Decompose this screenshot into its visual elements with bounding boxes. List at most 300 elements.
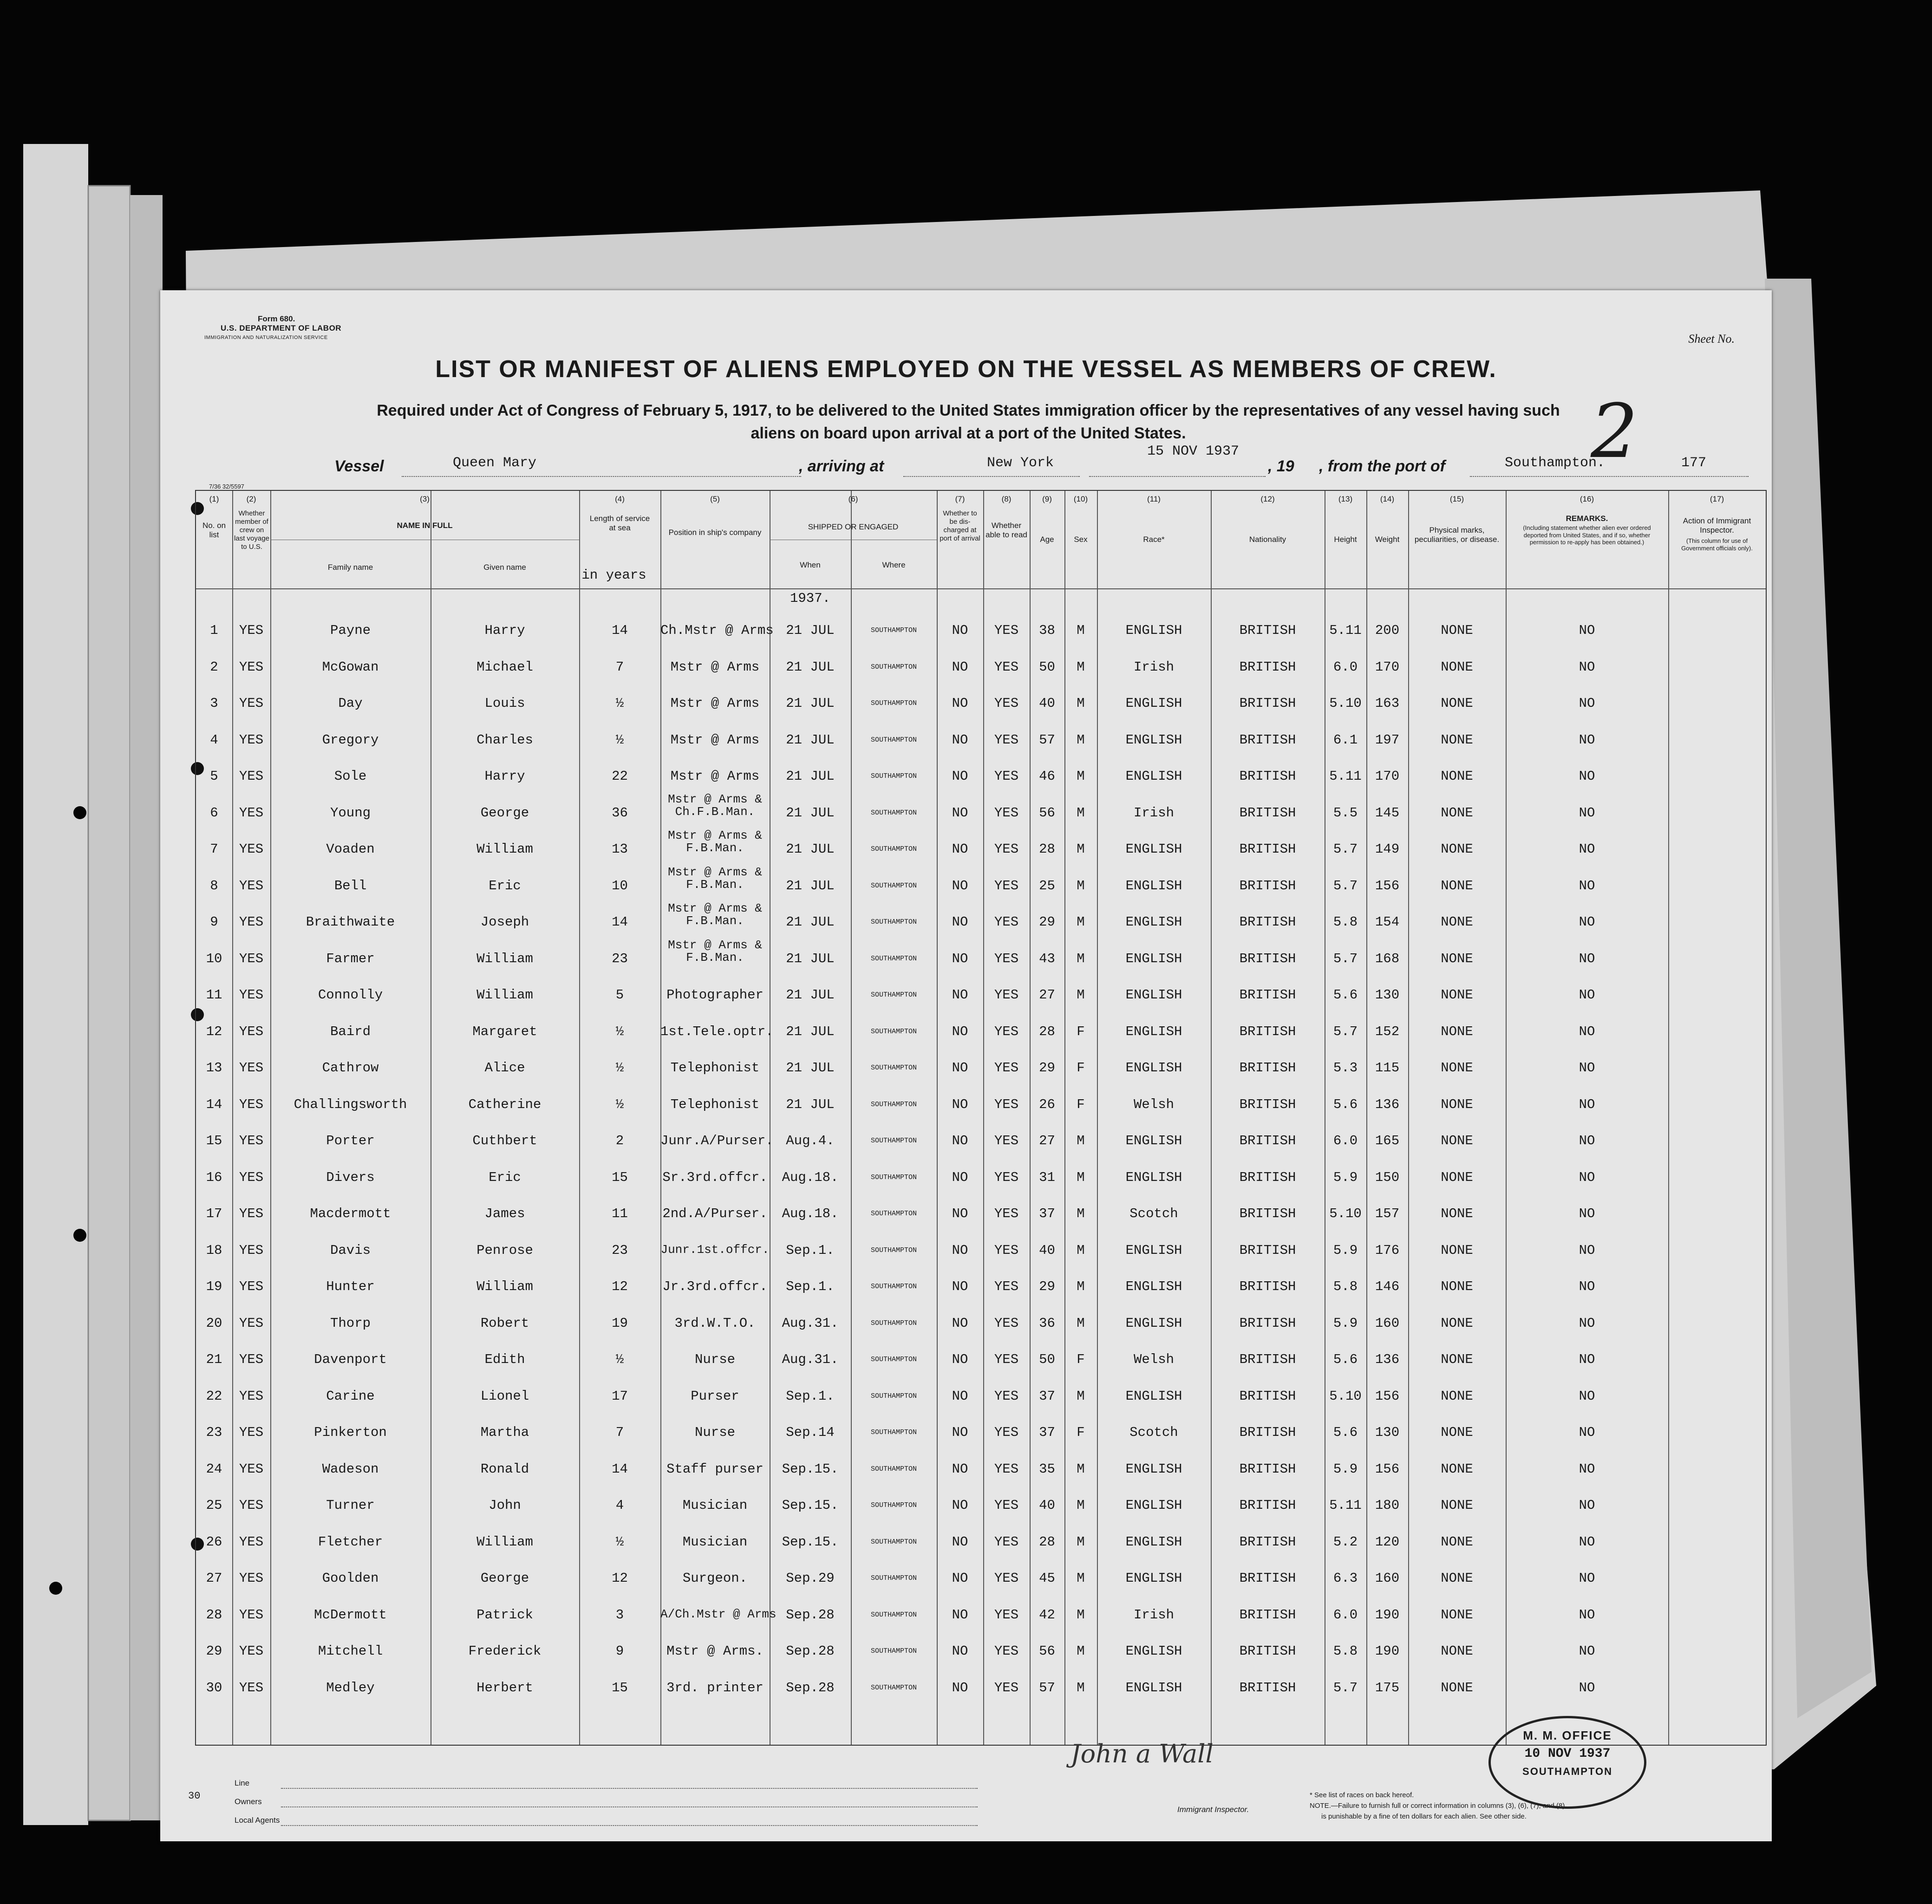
cell-no: 14 [206,1096,222,1112]
cell-given: William [476,951,533,966]
cell-physical: NONE [1441,1279,1473,1294]
cell-physical: NONE [1441,1607,1473,1623]
cell-no: 26 [206,1534,222,1550]
cell-height: 5.9 [1333,1169,1358,1185]
cell-when: Sep.15. [782,1498,839,1513]
cell-service: 15 [612,1169,628,1185]
cell-position: Mstr @ Arms & F.B.Man. [668,828,762,855]
cell-family: Davenport [314,1352,387,1367]
cell-sex: F [1077,1096,1085,1112]
cell-given: Michael [476,659,533,675]
cell-service: 3 [615,1607,624,1623]
cell-discharged: NO [952,1534,968,1550]
col-num-17: (17) [1710,495,1724,503]
cell-remarks: NO [1579,732,1595,748]
cell-physical: NONE [1441,1498,1473,1513]
header-race: Race* [1143,535,1165,544]
cell-family: Mitchell [318,1643,383,1659]
cell-no: 5 [210,769,218,784]
cell-when: Sep.15. [782,1461,839,1477]
header-family-name: Family name [327,563,373,572]
cell-when: Sep.1. [786,1388,835,1404]
cell-position: Mstr @ Arms [670,732,760,748]
header-position: Position in ship's company [668,528,762,537]
cell-position: Mstr @ Arms [670,696,760,711]
cell-nationality: BRITISH [1239,1279,1296,1294]
cell-where: SOUTHAMPTON [870,1100,917,1108]
local-agents-label: Local Agents [235,1816,280,1825]
cell-given: Robert [480,1315,529,1331]
cell-no: 2 [210,659,218,675]
cell-no: 24 [206,1461,222,1477]
cell-physical: NONE [1441,623,1473,638]
cell-where: SOUTHAMPTON [870,1027,917,1036]
cell-age: 37 [1039,1425,1055,1440]
cell-weight: 170 [1375,769,1400,784]
cell-read: YES [994,1279,1019,1294]
cell-crew: YES [239,1425,264,1440]
cell-service: ½ [615,1096,624,1112]
cell-age: 57 [1039,1680,1055,1695]
cell-race: ENGLISH [1125,1060,1182,1076]
cell-given: Martha [480,1425,529,1440]
cell-where: SOUTHAMPTON [870,1319,917,1327]
cell-nationality: BRITISH [1239,1206,1296,1221]
cell-where: SOUTHAMPTON [870,1356,917,1363]
cell-weight: 115 [1375,1060,1400,1076]
cell-when: 21 JUL [786,769,835,784]
cell-nationality: BRITISH [1239,1242,1296,1258]
cell-crew: YES [239,623,264,638]
table-row [196,1628,1766,1664]
header-remarks-note: (Including statement whether alien ever ordered deported from United States, and if so, whether permission to re-apply has been obtained.) [1523,524,1651,546]
cell-age: 45 [1039,1571,1055,1586]
year-label: , 19 [1268,457,1294,475]
cell-sex: M [1077,1571,1085,1586]
cell-physical: NONE [1441,1169,1473,1185]
cell-where: SOUTHAMPTON [870,1173,917,1181]
col-num-1: (1) [209,495,219,503]
cell-where: SOUTHAMPTON [870,1137,917,1145]
cell-read: YES [994,1206,1019,1221]
cell-age: 29 [1039,914,1055,930]
cell-position: Mstr @ Arms [670,769,760,784]
cell-family: Payne [330,623,371,638]
cell-position: Telephonist [670,1096,760,1112]
cell-remarks: NO [1579,1534,1595,1550]
cell-read: YES [994,1352,1019,1367]
cell-race: Scotch [1129,1425,1178,1440]
cell-remarks: NO [1579,1096,1595,1112]
cell-weight: 180 [1375,1498,1400,1513]
cell-position: 1st.Tele.optr. [660,1024,774,1039]
cell-nationality: BRITISH [1239,951,1296,966]
cell-service: 23 [612,951,628,966]
table-row [196,1591,1766,1628]
cell-race: ENGLISH [1125,1680,1182,1695]
vessel-name: Queen Mary [453,455,537,471]
cell-remarks: NO [1579,659,1595,675]
col-num-10: (10) [1073,495,1088,503]
cell-weight: 150 [1375,1169,1400,1185]
table-row [196,1227,1766,1263]
cell-remarks: NO [1579,1498,1595,1513]
cell-sex: M [1077,805,1085,821]
cell-family: Bell [334,878,367,893]
table-row [196,1081,1766,1117]
cell-family: Macdermott [310,1206,391,1221]
table-row [196,899,1766,935]
cell-where: SOUTHAMPTON [870,1246,917,1254]
inspector-label: Immigrant Inspector. [1177,1805,1249,1814]
cell-where: SOUTHAMPTON [870,1647,917,1655]
cell-weight: 146 [1375,1279,1400,1294]
page-title: LIST OR MANIFEST OF ALIENS EMPLOYED ON THE VESSEL AS MEMBERS OF CREW. [435,356,1497,383]
cell-sex: F [1077,1352,1085,1367]
cell-physical: NONE [1441,878,1473,893]
cell-read: YES [994,1024,1019,1039]
cell-nationality: BRITISH [1239,732,1296,748]
inspector-signature: John a Wall [1070,1739,1214,1768]
note-line-2: is punishable by a fine of ten dollars for each alien. See other side. [1321,1813,1527,1820]
table-row [196,1117,1766,1154]
cell-where: SOUTHAMPTON [870,699,917,707]
table-row [196,972,1766,1008]
cell-service: 22 [612,769,628,784]
col-num-7: (7) [955,495,965,503]
cell-age: 25 [1039,878,1055,893]
cell-service: 12 [612,1571,628,1586]
cell-when: Sep.28 [786,1680,835,1695]
cell-remarks: NO [1579,1169,1595,1185]
header-in-years: in years [581,567,646,583]
col-num-4: (4) [615,495,625,503]
header-given-name: Given name [483,563,526,572]
cell-crew: YES [239,987,264,1003]
cell-service: 23 [612,1242,628,1258]
cell-crew: YES [239,1388,264,1404]
cell-no: 9 [210,914,218,930]
table-row [196,1555,1766,1591]
cell-age: 57 [1039,732,1055,748]
cell-height: 5.5 [1333,805,1358,821]
cell-when: 21 JUL [786,1024,835,1039]
header-remarks: REMARKS. [1566,514,1608,523]
cell-race: ENGLISH [1125,732,1182,748]
cell-when: Sep.14 [786,1425,835,1440]
cell-family: Divers [326,1169,375,1185]
cell-weight: 168 [1375,951,1400,966]
header-physical-marks: Physical marks, peculiarities, or disease. [1414,526,1500,544]
header-age: Age [1040,535,1054,544]
cell-position: 2nd.A/Purser. [662,1206,768,1221]
cell-where: SOUTHAMPTON [870,1064,917,1072]
cell-height: 5.6 [1333,987,1358,1003]
cell-race: ENGLISH [1125,987,1182,1003]
cell-weight: 136 [1375,1352,1400,1367]
cell-discharged: NO [952,659,968,675]
cell-sex: M [1077,878,1085,893]
cell-remarks: NO [1579,841,1595,857]
cell-family: Cathrow [322,1060,379,1076]
cell-given: John [489,1498,521,1513]
stamp-date: 10 NOV 1937 [1524,1747,1611,1761]
cell-height: 5.10 [1329,1388,1362,1404]
cell-where: SOUTHAMPTON [870,845,917,853]
cell-when: Aug.18. [782,1169,839,1185]
cell-where: SOUTHAMPTON [870,1465,917,1473]
cell-remarks: NO [1579,1315,1595,1331]
cell-position: 3rd. printer [666,1680,764,1695]
cell-service: ½ [615,732,624,748]
cell-race: Welsh [1133,1352,1174,1367]
cell-sex: M [1077,1607,1085,1623]
cell-when: Sep.29 [786,1571,835,1586]
cell-no: 30 [206,1680,222,1695]
note-line-1: NOTE.—Failure to furnish full or correct information in columns (3), (6), (7), and (8) [1310,1802,1565,1810]
cell-no: 27 [206,1571,222,1586]
cell-nationality: BRITISH [1239,623,1296,638]
cell-sex: M [1077,987,1085,1003]
cell-race: ENGLISH [1125,1461,1182,1477]
cell-remarks: NO [1579,1461,1595,1477]
cell-race: ENGLISH [1125,769,1182,784]
cell-when: 21 JUL [786,951,835,966]
cell-no: 23 [206,1425,222,1440]
cell-service: 10 [612,878,628,893]
cell-age: 56 [1039,805,1055,821]
cell-age: 27 [1039,987,1055,1003]
cell-given: Herbert [476,1680,533,1695]
cell-where: SOUTHAMPTON [870,1611,917,1619]
cell-nationality: BRITISH [1239,1461,1296,1477]
cell-position: Photographer [666,987,764,1003]
cell-remarks: NO [1579,1607,1595,1623]
cell-when: 21 JUL [786,696,835,711]
subtitle-line-1: Required under Act of Congress of February 5, 1917, to be delivered to the United States immigration officer by the representatives of any vessel having such [377,402,1560,419]
cell-physical: NONE [1441,951,1473,966]
cell-nationality: BRITISH [1239,841,1296,857]
cell-discharged: NO [952,1315,968,1331]
cell-discharged: NO [952,805,968,821]
cell-sex: F [1077,1024,1085,1039]
cell-physical: NONE [1441,732,1473,748]
margin-number: 30 [188,1790,201,1802]
cell-read: YES [994,1643,1019,1659]
cell-nationality: BRITISH [1239,1498,1296,1513]
table-row [196,1409,1766,1445]
cell-given: Louis [484,696,525,711]
table-row [196,1190,1766,1226]
cell-height: 5.9 [1333,1315,1358,1331]
cell-race: ENGLISH [1125,1534,1182,1550]
cell-position: Purser [691,1388,739,1404]
table-row [196,826,1766,862]
cell-position: A/Ch.Mstr @ Arms [660,1607,777,1621]
cell-crew: YES [239,769,264,784]
cell-read: YES [994,1388,1019,1404]
cell-weight: 157 [1375,1206,1400,1221]
header-sex: Sex [1074,535,1088,544]
cell-sex: M [1077,1643,1085,1659]
page-subtitle [300,399,1637,445]
cell-physical: NONE [1441,1352,1473,1367]
cell-nationality: BRITISH [1239,1607,1296,1623]
cell-service: 12 [612,1279,628,1294]
cell-height: 5.6 [1333,1096,1358,1112]
cell-nationality: BRITISH [1239,1388,1296,1404]
cell-position: Sr.3rd.offcr. [662,1169,768,1185]
cell-family: McDermott [314,1607,387,1623]
cell-service: 36 [612,805,628,821]
cell-family: Porter [326,1133,375,1148]
table-row [196,644,1766,680]
subtitle-line-2: aliens on board upon arrival at a port of the United States. [751,424,1186,443]
cell-nationality: BRITISH [1239,1315,1296,1331]
cell-position: Nurse [694,1352,735,1367]
cell-discharged: NO [952,1607,968,1623]
cell-nationality: BRITISH [1239,659,1296,675]
cell-discharged: NO [952,1206,968,1221]
cell-given: Margaret [472,1024,537,1039]
cell-discharged: NO [952,1643,968,1659]
cell-where: SOUTHAMPTON [870,1210,917,1218]
cell-given: Frederick [468,1643,542,1659]
cell-nationality: BRITISH [1239,769,1296,784]
cell-discharged: NO [952,1680,968,1695]
cell-height: 5.7 [1333,841,1358,857]
cell-physical: NONE [1441,1096,1473,1112]
cell-no: 15 [206,1133,222,1148]
cell-remarks: NO [1579,623,1595,638]
table-row [196,1664,1766,1701]
cell-discharged: NO [952,696,968,711]
cell-height: 5.9 [1333,1242,1358,1258]
cell-crew: YES [239,1315,264,1331]
cell-sex: M [1077,1461,1085,1477]
header-shipped: SHIPPED OR ENGAGED [808,522,899,531]
cell-sex: M [1077,951,1085,966]
cell-sex: M [1077,841,1085,857]
cell-service: 17 [612,1388,628,1404]
cell-nationality: BRITISH [1239,696,1296,711]
cell-nationality: BRITISH [1239,1534,1296,1550]
cell-given: Patrick [476,1607,533,1623]
cell-crew: YES [239,1352,264,1367]
cell-discharged: NO [952,951,968,966]
cell-discharged: NO [952,623,968,638]
cell-sex: F [1077,1425,1085,1440]
header-when: When [800,561,821,569]
col-num-8: (8) [1001,495,1012,503]
cell-crew: YES [239,696,264,711]
cell-weight: 130 [1375,987,1400,1003]
cell-where: SOUTHAMPTON [870,991,917,999]
table-row [196,1044,1766,1081]
cell-nationality: BRITISH [1239,1680,1296,1695]
cell-no: 29 [206,1643,222,1659]
cell-when: 21 JUL [786,659,835,675]
cell-service: 4 [615,1498,624,1513]
cell-discharged: NO [952,732,968,748]
cell-age: 50 [1039,659,1055,675]
cell-no: 28 [206,1607,222,1623]
cell-service: ½ [615,1534,624,1550]
table-row [196,717,1766,753]
cell-family: Pinkerton [314,1425,387,1440]
stamp-top-text: M. M. OFFICE [1523,1728,1612,1742]
cell-given: Joseph [480,914,529,930]
cell-nationality: BRITISH [1239,1133,1296,1148]
cell-age: 40 [1039,1498,1055,1513]
cell-race: ENGLISH [1125,914,1182,930]
from-port: Southampton. [1505,455,1606,471]
cell-when: Sep.28 [786,1607,835,1623]
cell-age: 29 [1039,1060,1055,1076]
cell-physical: NONE [1441,914,1473,930]
cell-physical: NONE [1441,841,1473,857]
cell-position: Mstr @ Arms & Ch.F.B.Man. [668,792,762,819]
cell-race: ENGLISH [1125,841,1182,857]
header-able-read: Whether able to read [986,521,1027,540]
cell-no: 12 [206,1024,222,1039]
cell-age: 37 [1039,1206,1055,1221]
cell-read: YES [994,1169,1019,1185]
cell-remarks: NO [1579,1680,1595,1695]
cell-no: 13 [206,1060,222,1076]
cell-age: 37 [1039,1388,1055,1404]
cell-physical: NONE [1441,987,1473,1003]
service-label: IMMIGRATION AND NATURALIZATION SERVICE [204,335,328,340]
cell-read: YES [994,1571,1019,1586]
cell-physical: NONE [1441,1534,1473,1550]
cell-remarks: NO [1579,1242,1595,1258]
cell-read: YES [994,1315,1019,1331]
cell-family: Braithwaite [306,914,395,930]
cell-crew: YES [239,659,264,675]
cell-read: YES [994,1607,1019,1623]
table-row [196,1336,1766,1372]
cell-family: Young [330,805,371,821]
cell-remarks: NO [1579,878,1595,893]
cell-race: ENGLISH [1125,1571,1182,1586]
cell-position: Mstr @ Arms & F.B.Man. [668,938,762,965]
cell-height: 5.8 [1333,1643,1358,1659]
cell-read: YES [994,878,1019,893]
cell-read: YES [994,1096,1019,1112]
cell-discharged: NO [952,1352,968,1367]
cell-read: YES [994,805,1019,821]
arrival-port: New York [987,455,1054,471]
cell-height: 5.9 [1333,1461,1358,1477]
cell-height: 5.7 [1333,1680,1358,1695]
cell-crew: YES [239,1643,264,1659]
cell-service: 9 [615,1643,624,1659]
cell-crew: YES [239,1279,264,1294]
cell-discharged: NO [952,1024,968,1039]
cell-where: SOUTHAMPTON [870,1501,917,1509]
header-crew-last-voyage: Whether member of crew on last voyage to U.S. [234,509,269,551]
sheet-no-label: Sheet No. [1688,332,1735,346]
cell-family: Connolly [318,987,383,1003]
cell-no: 22 [206,1388,222,1404]
cell-weight: 136 [1375,1096,1400,1112]
cell-height: 5.3 [1333,1060,1358,1076]
cell-sex: M [1077,1279,1085,1294]
table-row [196,1373,1766,1409]
cell-where: SOUTHAMPTON [870,1428,917,1436]
cell-read: YES [994,914,1019,930]
